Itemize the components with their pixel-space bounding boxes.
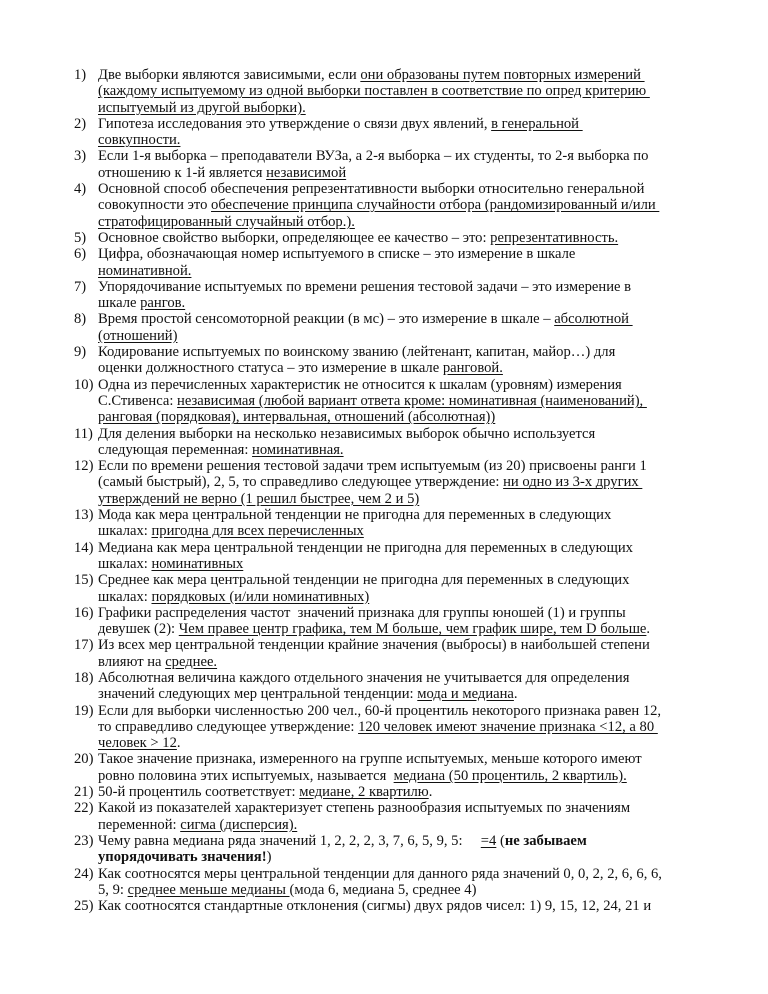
question-text: С.Стивенса: — [98, 392, 178, 409]
text-line — [98, 377, 647, 393]
question-text: шкалах: — [98, 523, 152, 540]
text-line — [98, 442, 595, 458]
item-body — [98, 426, 595, 459]
list-item — [74, 181, 714, 230]
item-body — [98, 572, 629, 605]
text-line — [98, 556, 633, 572]
list-item — [74, 540, 714, 573]
text-line — [98, 132, 583, 148]
question-text: шкалах: — [98, 588, 152, 605]
list-item — [74, 230, 714, 246]
item-body — [98, 703, 661, 752]
text-line — [98, 637, 650, 653]
item-body — [98, 866, 662, 899]
question-text: Мода как мера центральной тенденции не пригодна для переменных в следующих — [98, 507, 612, 524]
item-body — [98, 311, 633, 344]
text-line — [98, 605, 650, 621]
item-number: 22) — [74, 800, 94, 817]
item-number: 7) — [74, 278, 87, 295]
text-line — [98, 523, 611, 539]
text-line — [98, 800, 630, 816]
item-body — [98, 784, 432, 800]
answer-underlined: абсолютной — [554, 311, 633, 328]
answer-underlined: ранговой. — [442, 360, 503, 377]
question-text: Как соотносятся стандартные отклонения (сигмы) двух рядов чисел: 1) 9, 15, 12, 24, 21 и — [98, 898, 652, 915]
text-line — [98, 295, 631, 311]
trailing-text: (мода 6, медиана 5, среднее 4) — [289, 881, 477, 898]
text-line — [98, 393, 647, 409]
item-number: 19) — [74, 702, 94, 719]
text-line — [98, 719, 661, 735]
question-text: Время простой сенсомоторной реакции (в мс) – это измерение в шкале – — [98, 311, 555, 328]
answer-underlined: стратофицированный случайный отбор.). — [98, 213, 355, 230]
text-line — [98, 833, 587, 849]
answer-underlined: номинативной. — [98, 262, 192, 279]
item-body — [98, 751, 642, 784]
bold-note: упорядочивать значения! — [98, 849, 267, 866]
text-line — [98, 491, 647, 507]
text-line — [98, 263, 575, 279]
question-text: Такое значение признака, измеренного на группе испытуемых, меньше которого имеют — [98, 751, 642, 768]
item-body — [98, 540, 633, 573]
answer-underlined: номинативная. — [252, 441, 344, 458]
question-text: значений следующих мер центральной тенденции: — [98, 686, 418, 703]
list-item — [74, 246, 714, 279]
answer-underlined: медиане, 2 квартилю — [299, 784, 429, 801]
answer-underlined: ранговая (порядковая), интервальная, отношений (абсолютная)) — [98, 409, 496, 426]
answer-underlined: порядковых (и/или номинативных) — [151, 588, 370, 605]
question-text: Основной способ обеспечения репрезентативности выборки относительно генеральной — [98, 181, 645, 198]
answer-underlined: (каждому испытуемому из одной выборки поставлен в соответствие по опред критерию — [98, 83, 650, 100]
item-number: 15) — [74, 572, 94, 589]
answer-underlined: мода и медиана — [417, 686, 514, 703]
text-line — [98, 458, 647, 474]
item-body — [98, 246, 575, 279]
text-line — [98, 328, 633, 344]
text-line — [98, 507, 611, 523]
trailing-text: ) — [266, 849, 272, 866]
text-line — [98, 100, 650, 116]
item-number: 11) — [74, 425, 93, 442]
item-body — [98, 377, 647, 426]
item-body — [98, 230, 618, 246]
text-line — [98, 181, 659, 197]
item-body — [98, 670, 629, 703]
trailing-text: . — [513, 686, 518, 703]
list-item — [74, 866, 714, 899]
question-text: совокупности это — [98, 197, 212, 214]
item-body — [98, 637, 650, 670]
text-line — [98, 849, 587, 865]
list-item — [74, 344, 714, 377]
trailing-text: . — [428, 784, 433, 801]
question-text: Абсолютная величина каждого отдельного значения не учитывается для определения — [98, 669, 630, 686]
answer-underlined: совкупности. — [98, 132, 181, 149]
item-number: 14) — [74, 539, 94, 556]
item-body — [98, 279, 631, 312]
item-body — [98, 181, 659, 230]
question-text: Какой из показателей характеризует степень разнообразия испытуемых по значениям — [98, 800, 631, 817]
item-body — [98, 458, 647, 507]
question-text: Две выборки являются зависимыми, если — [98, 67, 361, 83]
answer-underlined: репрезентативность. — [490, 229, 619, 246]
question-text: влияют на — [98, 653, 166, 670]
question-text: Одна из перечисленных характеристик не относится к шкалам (уровням) измерения — [98, 376, 622, 393]
text-line — [98, 768, 642, 784]
item-number: 1) — [74, 67, 87, 83]
item-number: 2) — [74, 115, 87, 132]
list-item — [74, 426, 714, 459]
item-number: 12) — [74, 458, 94, 475]
item-body — [98, 800, 630, 833]
text-line — [98, 589, 629, 605]
item-body — [98, 833, 587, 866]
question-text: Среднее как мера центральной тенденции не пригодна для переменных в следующих — [98, 572, 630, 589]
question-text: Упорядочивание испытуемых по времени решения тестовой задачи – это измерение в — [98, 278, 632, 295]
text-line — [98, 344, 615, 360]
list-item — [74, 833, 714, 866]
answer-underlined: сигма (дисперсия). — [180, 816, 298, 833]
question-text: Если для выборки численностью 200 чел., 60-й процентиль некоторого признака равен 12, — [98, 702, 662, 719]
answer-underlined: =4 — [480, 832, 497, 849]
text-line — [98, 426, 595, 442]
text-line — [98, 279, 631, 295]
question-text: ровно половина этих испытуемых, называется — [98, 767, 394, 784]
item-number: 6) — [74, 246, 87, 263]
question-text: Для деления выборки на несколько независимых выборок обычно используется — [98, 425, 596, 442]
item-body — [98, 344, 615, 377]
item-number: 10) — [74, 376, 94, 393]
question-text: Чему равна медиана ряда значений 1, 2, 2, 2, 3, 7, 6, 5, 9, 5: — [98, 832, 481, 849]
list-item — [74, 670, 714, 703]
answer-underlined: Чем правее центр графика, тем М больше, чем график шире, тем D больше — [178, 621, 647, 638]
list-item — [74, 377, 714, 426]
list-item — [74, 507, 714, 540]
text-line — [98, 735, 661, 751]
text-line — [98, 751, 642, 767]
answer-underlined: (отношений) — [98, 327, 178, 344]
item-number: 13) — [74, 507, 94, 524]
answer-underlined: среднее меньше медианы — [127, 881, 290, 898]
answer-underlined: независимой — [266, 164, 347, 181]
item-number: 9) — [74, 344, 87, 361]
list-item — [74, 800, 714, 833]
item-number: 17) — [74, 637, 94, 654]
text-line — [98, 409, 647, 425]
trailing-text: . — [646, 621, 651, 638]
list-item — [74, 116, 714, 149]
item-number: 23) — [74, 832, 94, 849]
answer-underlined: они образованы путем повторных измерений — [360, 67, 645, 83]
item-number: 3) — [74, 148, 87, 165]
item-number: 16) — [74, 604, 94, 621]
item-number: 21) — [74, 784, 94, 801]
question-text: 50-й процентиль соответствует: — [98, 784, 300, 801]
text-line — [98, 311, 633, 327]
list-item — [74, 148, 714, 181]
answer-underlined: номинативных — [151, 555, 244, 572]
text-line — [98, 882, 662, 898]
list-item — [74, 898, 714, 914]
trailing-text: ( — [496, 832, 505, 849]
item-number: 18) — [74, 669, 94, 686]
item-body — [98, 605, 650, 638]
text-line — [98, 784, 432, 800]
question-text: (самый быстрый), 2, 5, то справедливо следующее утверждение: — [98, 474, 504, 491]
item-number: 24) — [74, 865, 94, 882]
answer-underlined: медиана (50 процентиль, 2 квартиль). — [393, 767, 627, 784]
question-text: то справедливо следующее утверждение: — [98, 718, 359, 735]
text-line — [98, 246, 575, 262]
text-line — [98, 686, 629, 702]
list-item — [74, 605, 714, 638]
item-body — [98, 67, 650, 116]
item-number: 4) — [74, 181, 87, 198]
text-line — [98, 654, 650, 670]
text-line — [98, 572, 629, 588]
question-text: шкале — [98, 295, 141, 312]
answer-underlined: испытуемый из другой выборки). — [98, 99, 306, 116]
question-text: Основное свойство выборки, определяющее ее качество – это: — [98, 229, 491, 246]
text-line — [98, 866, 662, 882]
answer-underlined: пригодна для всех перечисленных — [151, 523, 364, 540]
question-text: 5, 9: — [98, 881, 128, 898]
answer-underlined: среднее. — [165, 653, 218, 670]
text-line — [98, 214, 659, 230]
text-line — [98, 360, 615, 376]
text-line — [98, 817, 630, 833]
text-line — [98, 898, 651, 914]
list-item — [74, 67, 714, 116]
bold-note: не забываем — [504, 832, 587, 849]
item-body — [98, 507, 611, 540]
item-number: 5) — [74, 229, 87, 246]
question-text: Кодирование испытуемых по воинскому званию (лейтенант, капитан, майор…) для — [98, 344, 616, 361]
question-text: Графики распределения частот значений признака для группы юношей (1) и группы — [98, 604, 626, 621]
answer-underlined: ни одно из 3-х других — [503, 474, 643, 491]
answer-underlined: рангов. — [140, 295, 186, 312]
answer-underlined: человек > 12 — [98, 735, 177, 752]
question-text: отношению к 1-й является — [98, 164, 267, 181]
answer-underlined: утверждений не верно (1 решил быстрее, чем 2 и 5) — [98, 490, 420, 507]
answer-underlined: независимая (любой вариант ответа кроме: номинативная (наименований), — [177, 392, 647, 409]
item-body — [98, 148, 648, 181]
trailing-text: . — [176, 735, 181, 752]
question-text: Цифра, обозначающая номер испытуемого в списке – это измерение в шкале — [98, 246, 576, 263]
question-text: Если по времени решения тестовой задачи трем испытуемым (из 20) присвоены ранги 1 — [98, 458, 647, 475]
item-body — [98, 898, 651, 914]
list-item — [74, 458, 714, 507]
list-item — [74, 637, 714, 670]
list-item — [74, 784, 714, 800]
text-line — [98, 703, 661, 719]
answer-underlined: в генеральной — [491, 115, 583, 132]
text-line — [98, 230, 618, 246]
document-page — [74, 67, 714, 914]
text-line — [98, 83, 650, 99]
list-item — [74, 572, 714, 605]
text-line — [98, 540, 633, 556]
question-text: следующая переменная: — [98, 441, 253, 458]
text-line — [98, 621, 650, 637]
text-line — [98, 474, 647, 490]
text-line — [98, 67, 650, 83]
answer-underlined: обеспечение принципа случайности отбора (рандомизированный и/или — [211, 197, 660, 214]
question-text: оценки должностного статуса – это измерение в шкале — [98, 360, 443, 377]
question-text: девушек (2): — [98, 621, 179, 638]
text-line — [98, 670, 629, 686]
question-text: Если 1-я выборка – преподаватели ВУЗа, а 2-я выборка – их студенты, то 2-я выборка по — [98, 148, 649, 165]
question-text: Из всех мер центральной тенденции крайние значения (выбросы) в наибольшей степени — [98, 637, 650, 654]
question-text: Медиана как мера центральной тенденции не пригодна для переменных в следующих — [98, 539, 633, 556]
text-line — [98, 165, 648, 181]
list-item — [74, 751, 714, 784]
question-text: Гипотеза исследования это утверждение о связи двух явлений, — [98, 115, 492, 132]
answer-underlined: 120 человек имеют значение признака <12, а 80 — [358, 718, 658, 735]
list-item — [74, 279, 714, 312]
list-item — [74, 311, 714, 344]
text-line — [98, 197, 659, 213]
list-item — [74, 703, 714, 752]
question-text: Как соотносятся меры центральной тенденции для данного ряда значений 0, 0, 2, 2, 6, 6, 6, — [98, 865, 662, 882]
text-line — [98, 148, 648, 164]
question-text: переменной: — [98, 816, 181, 833]
question-text: шкалах: — [98, 555, 152, 572]
item-number: 8) — [74, 311, 87, 328]
text-line — [98, 116, 583, 132]
item-number: 25) — [74, 898, 94, 915]
item-body — [98, 116, 583, 149]
item-number: 20) — [74, 751, 94, 768]
